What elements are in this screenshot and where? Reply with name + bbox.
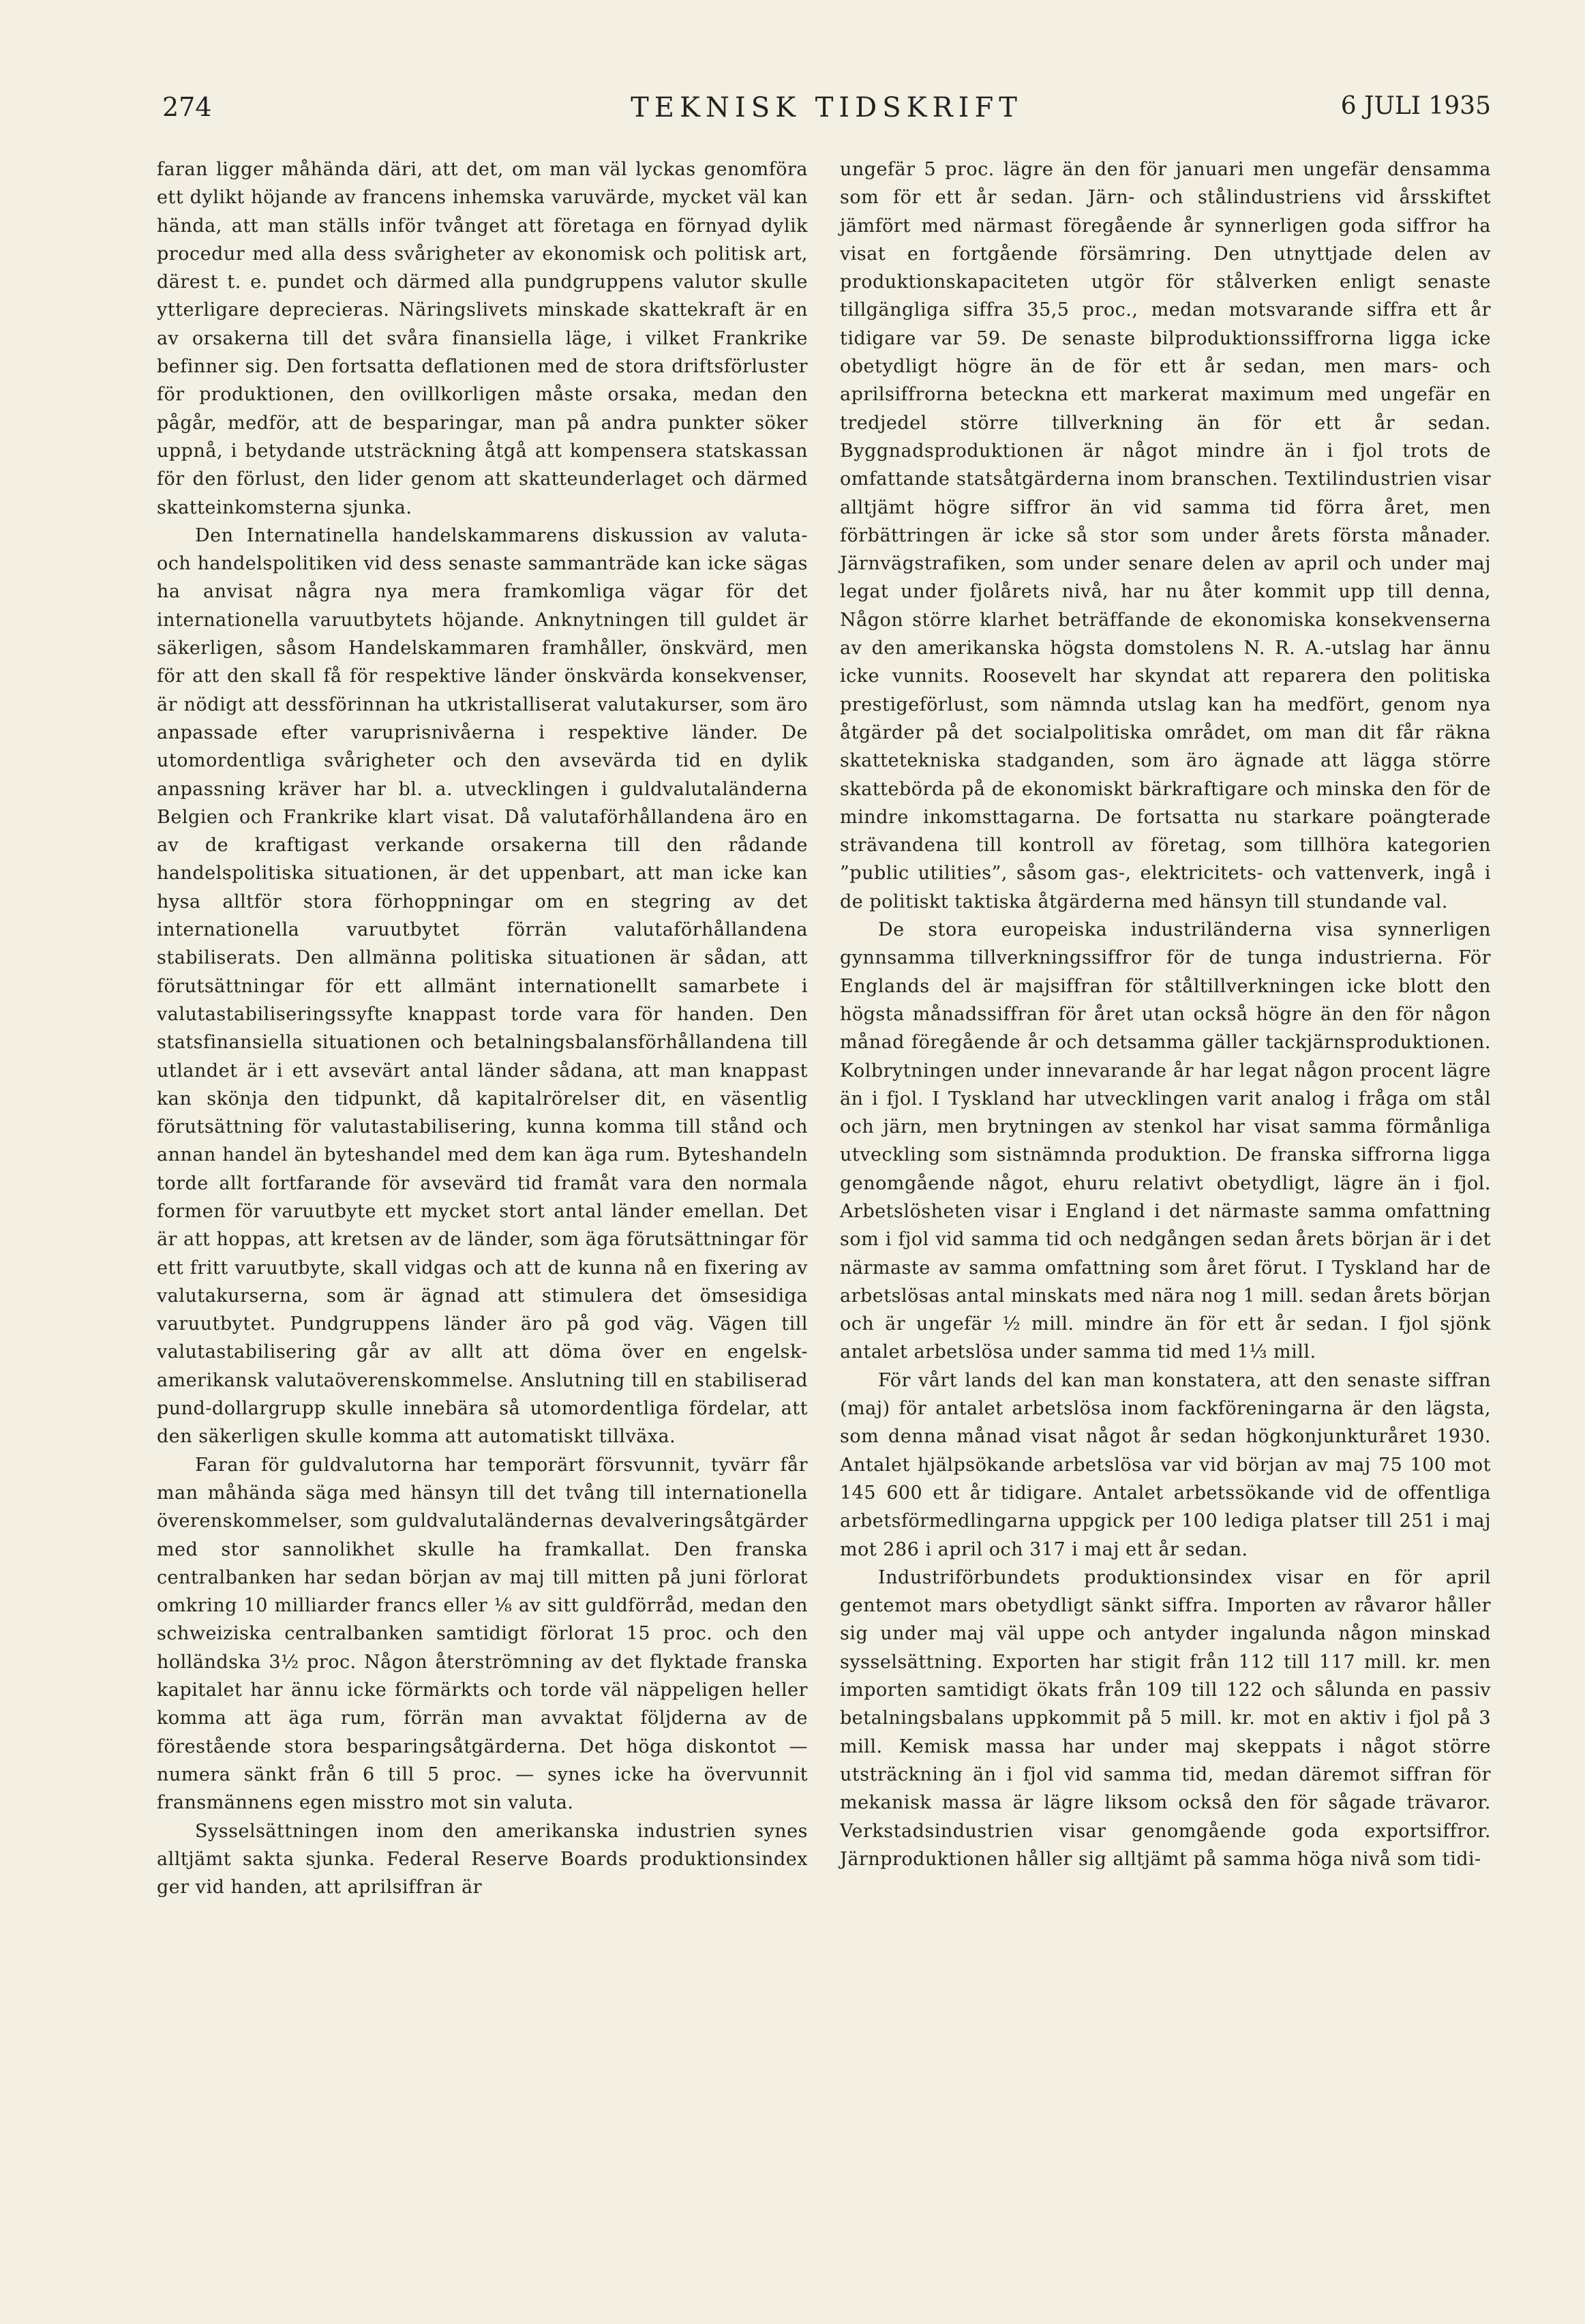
paragraph: Industriförbundets produktionsindex visar en för april gentemot mars obetydligt sänkt siffra. Importen av råvaror håller sig under maj väl uppe och antyder ingalunda någon minskad sysselsättning. Exporten har stigit från 112 till 117 mill. kr. men importen samtidigt ökats från 109 till 122 och sålunda en passiv betalningsbalans uppkommit på 5 mill. kr. mot en aktiv i fjol på 3 mill. Kemisk massa har under maj skeppats i något större utsträckning än i fjol vid samma tid, medan däremot siffran för mekanisk massa är lägre liksom också den för sågade trävaror. Verkstadsindustrien visar genomgående goda exportsiffror. Järnproduktionen håller sig alltjämt på samma höga nivå som tidi- [840,1566,1491,1870]
paragraph: De stora europeiska industriländerna visa synnerligen gynnsamma tillverkningssiffror för de tunga industrierna. För Englands del är majsiffran för ståltillverkningen icke blott den högsta månadssiffran för året utan också högre än den för någon månad föregående år och detsamma gäller tackjärnsproduktionen. Kolbrytningen under innevarande år har legat någon procent lägre än i fjol. I Tyskland har utvecklingen varit analog i fråga om stål och järn, men brytningen av stenkol har visat samma förmånliga utveckling som sistnämnda produktion. De franska siffrorna ligga genomgående något, ehuru relativt obetydligt, lägre än i fjol. Arbetslösheten visar i England i det närmaste samma omfattning som i fjol vid samma tid och nedgången sedan årets början är i det närmaste av samma omfattning som året förut. I Tyskland har de arbetslösas antal minskats med nära nog 1 mill. sedan årets början och är ungefär ½ mill. mindre än för ett år sedan. I fjol sjönk antalet arbetslösa under samma tid med 1⅓ mill. [840,919,1491,1363]
paragraph: Faran för guldvalutorna har temporärt försvunnit, tyvärr får man måhända säga med hänsyn till det tvång till internationella överenskommelser, som guldvalutaländernas devalveringsåtgärder med stor sannolikhet skulle ha framkallat. Den franska centralbanken har sedan början av maj till mitten på juni förlorat omkring 10 milliarder francs eller ⅛ av sitt guldförråd, medan den schweiziska centralbanken samtidigt förlorat 15 proc. och den holländska 3½ proc. Någon återströmning av det flyktade franska kapitalet har ännu icke förmärkts och torde väl näppeligen heller komma att äga rum, förrän man avvaktat följderna av de förestående stora besparingsåtgärderna. Det höga diskontot — numera sänkt från 6 till 5 proc. — synes icke ha övervunnit fransmännens egen misstro mot sin valuta. [157,1454,808,1814]
journal-title: TEKNISK TIDSKRIFT [631,92,1023,123]
paragraph: Den Internatinella handelskammarens diskussion av valuta- och handelspolitiken vid dess senaste sammanträde kan icke sägas ha anvisat några nya mera framkomliga vägar för det internationella varuutbytets höjande. Anknytningen till guldet är säkerligen, såsom Handelskammaren framhåller, önskvärd, men för att den skall få för respektive länder önskvärda konsekvenser, är nödigt att dessförinnan ha utkristalliserat valutakurser, som äro anpassade efter varuprisnivåerna i respektive länder. De utomordentliga svårigheter och den avsevärda tid en dylik anpassning kräver har bl. a. utvecklingen i guldvalutaländerna Belgien och Frankrike klart visat. Då valutaförhållandena äro en av de kraftigast verkande orsakerna till den rådande handelspolitiska situationen, är det uppenbart, att man icke kan hysa alltför stora förhoppningar om en stegring av det internationella varuutbytet förrän valutaförhållandena stabiliserats. Den allmänna politiska situationen är sådan, att förutsättningar för ett allmänt internationellt samarbete i valutastabiliseringssyfte knappast torde vara för handen. Den statsfinansiella situationen och betalningsbalansförhållandena till utlandet är i ett avsevärt antal länder sådana, att man knappast kan skönja den tidpunkt, då kapitalrörelser dit, en väsentlig förutsättning för valutastabilisering, kunna komma till stånd och annan handel än byteshandel med dem kan äga rum. Byteshandeln torde allt fortfarande för avsevärd tid framåt vara den normala formen för varuutbyte ett mycket stort antal länder emellan. Det är att hoppas, att kretsen av de länder, som äga förutsättningar för ett fritt varuutbyte, skall vidgas och att de kunna nå en fixering av valutakurserna, som är ägnad att stimulera det ömsesidiga varuutbytet. Pundgruppens länder äro på god väg. Vägen till valutastabilisering går av allt att döma över en engelsk-amerikansk valutaöverenskommelse. Anslutning till en stabiliserad pund-dollargrupp skulle innebära så utomordentliga fördelar, att den säkerligen skulle komma att automatiskt tillväxa. [157,524,808,1448]
paragraph: ungefär 5 proc. lägre än den för januari men ungefär densamma som för ett år sedan. Järn- och stålindustriens vid årsskiftet jämfört med närmast föregående år synnerligen goda siffror ha visat en fortgående försämring. Den utnyttjade delen av produktionskapaciteten utgör för stålverken enligt senaste tillgängliga siffra 35,5 proc., medan motsvarande siffra ett år tidigare var 59. De senaste bilproduktionssiffrorna ligga icke obetydligt högre än de för ett år sedan, men mars- och aprilsiffrorna beteckna ett markerat maximum med ungefär en tredjedel större tillverkning än för ett år sedan. Byggnadsproduktionen är något mindre än i fjol trots de omfattande statsåtgärderna inom branschen. Textilindustrien visar alltjämt högre siffror än vid samma tid förra året, men förbättringen är icke så stor som under årets första månader. Järnvägstrafiken, som under senare delen av april och under maj legat under fjolårets nivå, har nu åter kommit upp till denna, Någon större klarhet beträffande de ekonomiska konsekvenserna av den amerikanska högsta domstolens N. R. A.-utslag har ännu icke vunnits. Roosevelt har skyndat att reparera den politiska prestigeförlust, som nämnda utslag kan ha medfört, genom nya åtgärder på det socialpolitiska området, om man dit får räkna skattetekniska stadganden, som äro ägnade att lägga större skattebörda på de ekonomiskt bärkraftigare och minska den för de mindre inkomsttagarna. De fortsatta nu starkare poängterade strävandena till kontroll av företag, som tillhöra kategorien ”public utilities”, såsom gas-, elektricitets- och vattenverk, ingå i de politiskt taktiska åtgärderna med hänsyn till stundande val. [840,159,1491,912]
left-column [157,155,808,1901]
right-column [840,155,1491,1873]
paragraph: faran ligger måhända däri, att det, om man väl lyckas genomföra ett dylikt höjande av francens inhemska varuvärde, mycket väl kan hända, att man ställs inför tvånget att företaga en förnyad dylik procedur med alla dess svårigheter av ekonomisk och politisk art, därest t. e. pundet och därmed alla pundgruppens valutor skulle ytterligare deprecieras. Näringslivets minskade skattekraft är en av orsakerna till det svåra finansiella läge, i vilket Frankrike befinner sig. Den fortsatta deflationen med de stora driftsförluster för produktionen, den ovillkorligen måste orsaka, medan den pågår, medför, att de besparingar, man på andra punkter söker uppnå, i betydande utsträckning åtgå att kompensera statskassan för den förlust, den lider genom att skatteunderlaget och därmed skatteinkomsterna sjunka. [157,159,808,518]
issue-date: 6 JULI 1935 [1340,92,1491,120]
running-header [162,92,1491,140]
paragraph: Sysselsättningen inom den amerikanska industrien synes alltjämt sakta sjunka. Federal Reserve Boards produktionsindex ger vid handen, att aprilsiffran är [157,1820,808,1898]
page-number: 274 [162,92,212,122]
paragraph: För vårt lands del kan man konstatera, att den senaste siffran (maj) för antalet arbetslösa inom fackföreningarna är den lägsta, som denna månad visat något år sedan högkonjunkturåret 1930. Antalet hjälpsökande arbetslösa var vid början av maj 75 100 mot 145 600 ett år tidigare. Antalet arbetssökande vid de offentliga arbetsförmedlingarna uppgick per 100 lediga platser till 251 i maj mot 286 i april och 317 i maj ett år sedan. [840,1369,1491,1560]
